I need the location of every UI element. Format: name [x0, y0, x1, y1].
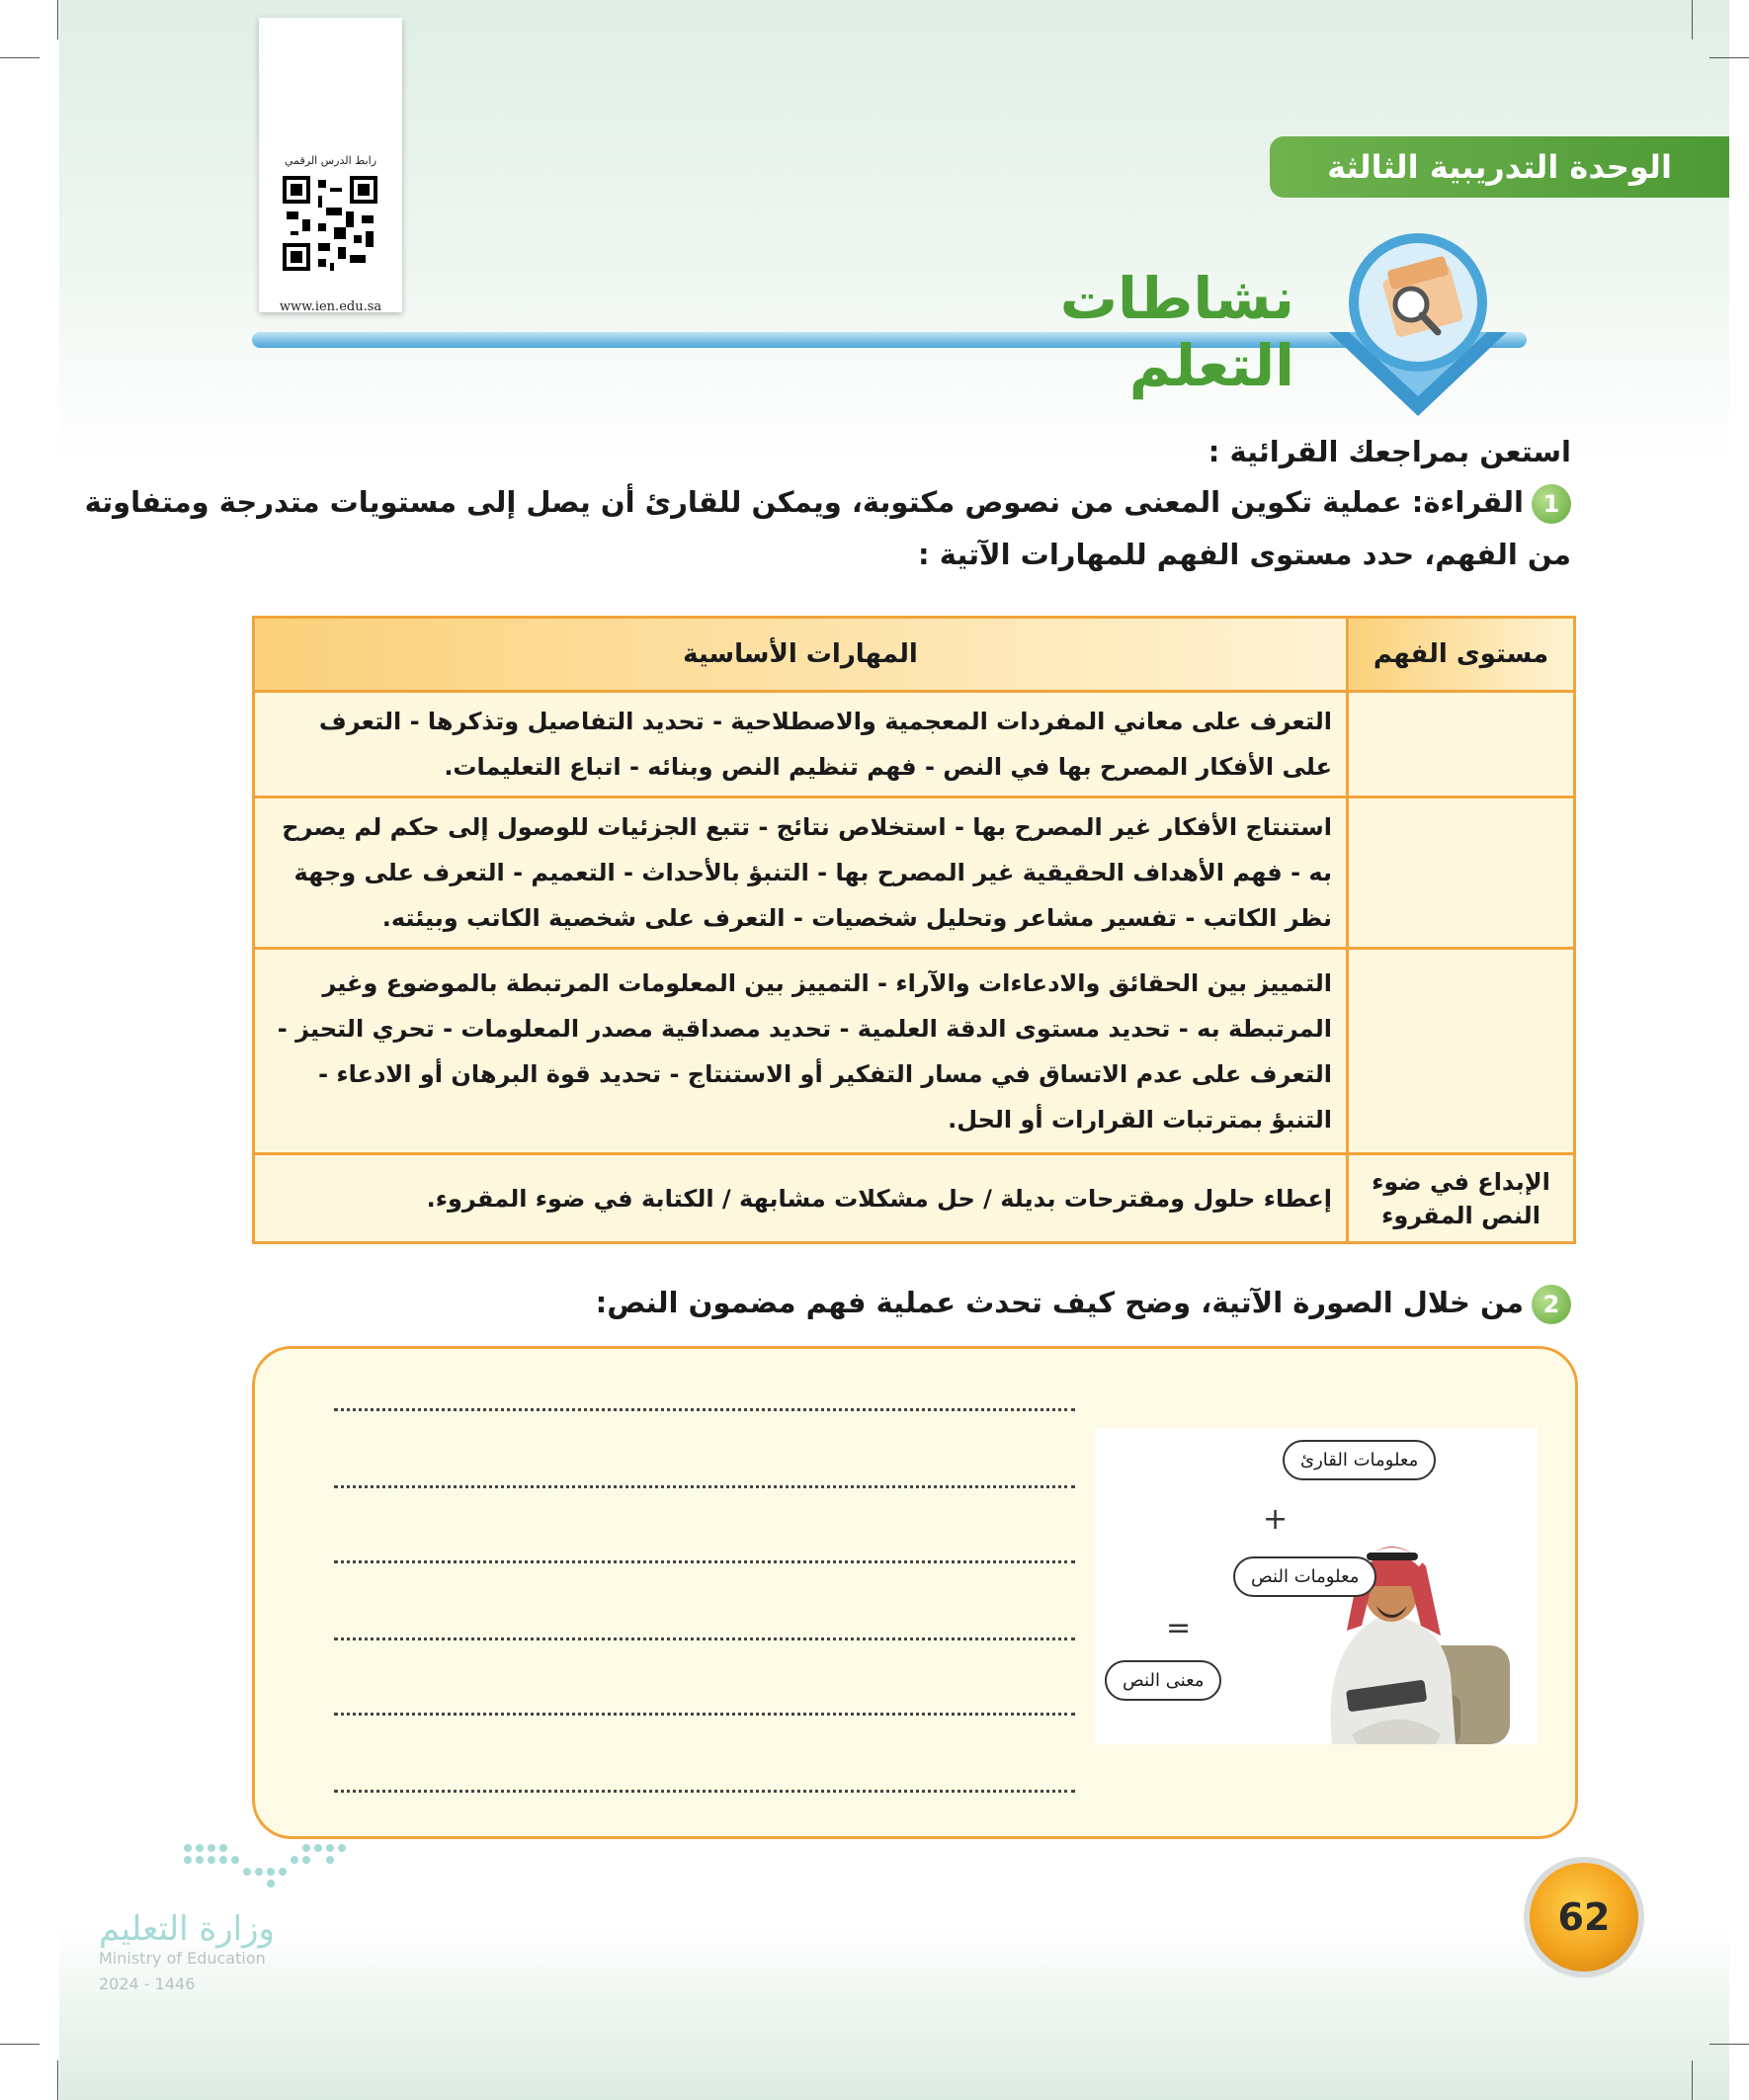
table-row	[254, 692, 1575, 798]
ministry-logo-icon	[178, 1838, 356, 1897]
skills-cell: التمييز بين الحقائق والادعاءات والآراء - التمييز بين المعلومات المرتبطة بالموضوع وغير المرتبطة به - تحديد مستوى الدقة العلمية - تحديد مصداقية مصدر المعلومات - تحري التحيز - التعرف على عدم الاتساق في مسار التفكير أو الاستنتاج - تحديد قوة البرهان أو الادعاء - التنبؤ بمترتبات القرارات أو الحل.	[254, 949, 1348, 1154]
answer-box	[252, 1346, 1578, 1839]
crop-mark	[57, 2060, 58, 2100]
table-row	[254, 1154, 1575, 1243]
level-answer-cell[interactable]	[1348, 949, 1575, 1154]
crop-mark	[0, 57, 40, 58]
question-2	[596, 1285, 1571, 1324]
edition-year: 2024 - 1446	[99, 1974, 196, 1993]
crop-mark	[1692, 0, 1693, 40]
unit-label: الوحدة التدريبية الثالثة	[1270, 136, 1729, 198]
crop-mark	[1692, 2060, 1693, 2100]
ministry-name-ar: وزارة التعليم	[99, 1909, 275, 1949]
question-number-badge: 1	[1532, 484, 1571, 524]
level-cell: الإبداع في ضوء النص المقروء	[1348, 1154, 1575, 1243]
question-1-line-2: من الفهم، حدد مستوى الفهم للمهارات الآتية :	[918, 538, 1571, 571]
crop-mark	[57, 0, 58, 40]
skills-cell: إعطاء حلول ومقترحات بديلة / حل مشكلات مشابهة / الكتابة في ضوء المقروء.	[254, 1154, 1348, 1243]
table-header-row	[254, 618, 1575, 692]
equals-sign: =	[1166, 1611, 1192, 1645]
qr-code-icon[interactable]	[283, 176, 377, 271]
level-answer-cell[interactable]	[1348, 798, 1575, 949]
skills-table	[252, 616, 1576, 1244]
column-header-level: مستوى الفهم	[1348, 618, 1575, 692]
table-row	[254, 949, 1575, 1154]
question-2-text: من خلال الصورة الآتية، وضح كيف تحدث عملية فهم مضمون النص:	[595, 1286, 1524, 1319]
answer-line[interactable]	[334, 1406, 1075, 1411]
crop-mark	[0, 2044, 40, 2045]
reader-man-icon	[1253, 1507, 1520, 1744]
plus-sign: +	[1263, 1502, 1289, 1537]
answer-line[interactable]	[334, 1711, 1075, 1716]
text-info-bubble: معلومات النص	[1233, 1556, 1376, 1597]
crop-mark	[1709, 57, 1749, 58]
question-1	[85, 484, 1571, 524]
answer-line[interactable]	[334, 1483, 1075, 1488]
skills-cell: استنتاج الأفكار غير المصرح بها - استخلاص نتائج - تتبع الجزئيات للوصول إلى حكم لم يصرح به - فهم الأهداف الحقيقية غير المصرح بها - التنبؤ بالأحداث - التعميم - التعرف على وجهة نظر الكاتب - تفسير مشاعر وتحليل شخصيات - التعرف على شخصية الكاتب وبيئته.	[254, 798, 1348, 949]
magnifier-emblem-icon	[1309, 223, 1527, 421]
answer-line[interactable]	[334, 1788, 1075, 1793]
crop-mark	[1709, 2044, 1749, 2045]
intro-text: استعن بمراجعك القرائية :	[1208, 435, 1571, 468]
table-row	[254, 798, 1575, 949]
answer-line[interactable]	[334, 1558, 1075, 1563]
footer-background	[59, 1927, 1729, 2100]
reading-illustration	[1095, 1428, 1538, 1744]
meaning-bubble: معنى النص	[1105, 1660, 1221, 1701]
qr-card[interactable]	[259, 18, 402, 312]
level-answer-cell[interactable]	[1348, 692, 1575, 798]
answer-line[interactable]	[334, 1636, 1075, 1640]
page-title: نشاطات التعلم	[1059, 265, 1294, 399]
reader-info-bubble: معلومات القارئ	[1283, 1440, 1436, 1480]
ministry-name-en: Ministry of Education	[99, 1949, 266, 1968]
question-number-badge: 2	[1532, 1285, 1571, 1324]
skills-cell: التعرف على معاني المفردات المعجمية والاصطلاحية - تحديد التفاصيل وتذكرها - التعرف على الأفكار المصرح بها في النص - فهم تنظيم النص وبنائه - اتباع التعليمات.	[254, 692, 1348, 798]
page-number: 62	[1530, 1863, 1638, 1972]
question-1-line-1: القراءة: عملية تكوين المعنى من نصوص مكتوبة، ويمكن للقارئ أن يصل إلى مستويات متدرجة ومتفاوتة	[84, 485, 1524, 519]
qr-caption: رابط الدرس الرقمي	[284, 154, 377, 167]
qr-url[interactable]: www.ien.edu.sa	[279, 299, 382, 314]
column-header-skills: المهارات الأساسية	[254, 618, 1348, 692]
